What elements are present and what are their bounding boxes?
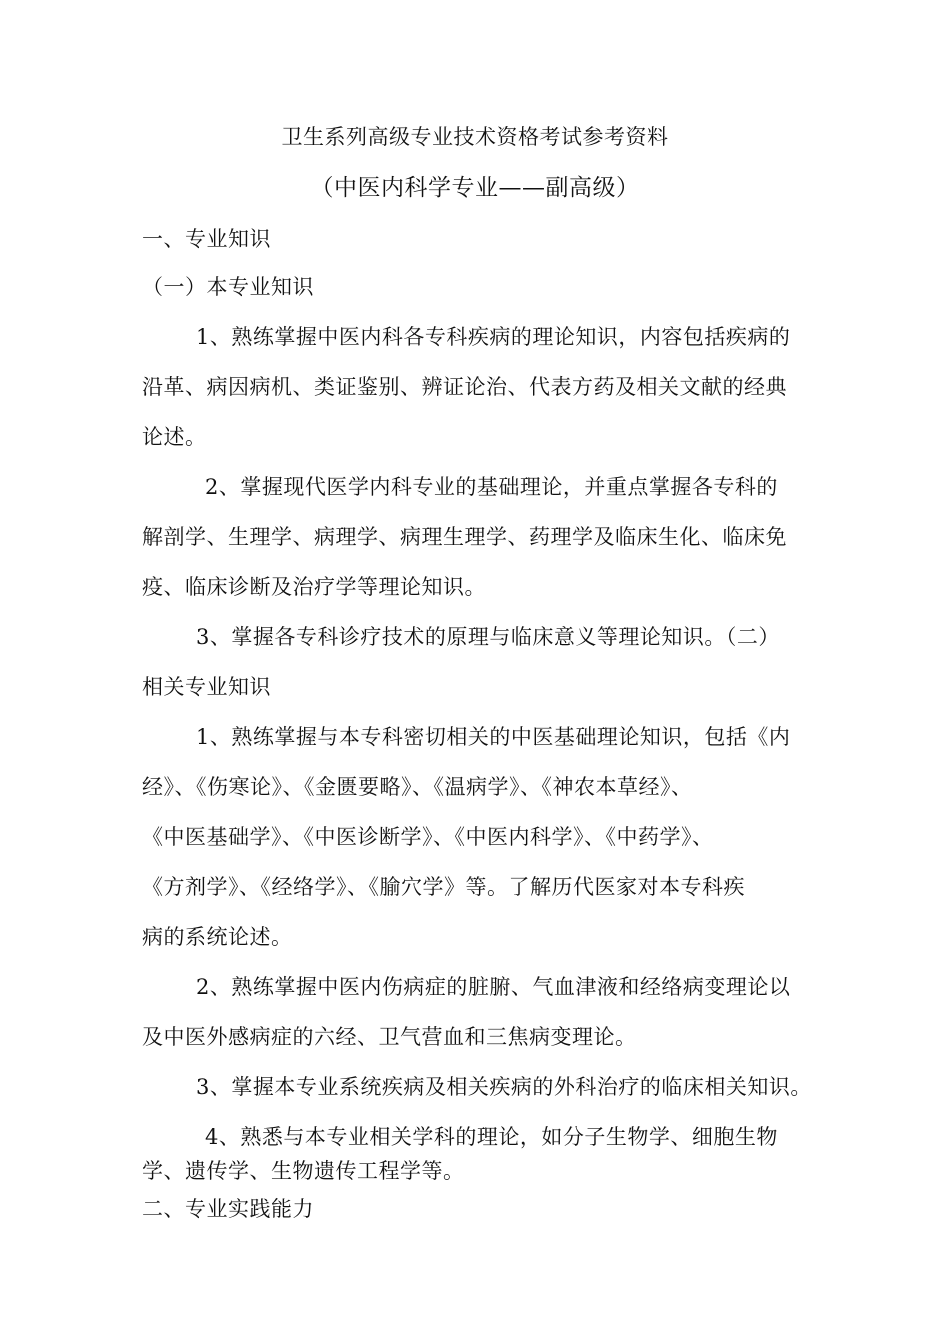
paragraph-line: 3、掌握本专业系统疾病及相关疾病的外科治疗的临床相关知识。 — [196, 1075, 812, 1099]
paragraph-line: 病的系统论述。 — [142, 925, 293, 949]
paragraph-line: 《方剂学》、《经络学》、《腧穴学》等。了解历代医家对本专科疾 — [142, 875, 745, 899]
paragraph-line: 3、掌握各专科诊疗技术的原理与临床意义等理论知识。（二） — [196, 625, 780, 649]
paragraph-line: 1、熟练掌握与本专科密切相关的中医基础理论知识，包括《内 — [196, 725, 791, 749]
section-heading: 一、专业知识 — [142, 227, 271, 251]
paragraph-line: 经》、《伤寒论》、《金匮要略》、《温病学》、《神农本草经》、 — [142, 775, 693, 799]
paragraph-line: 沿革、病因病机、类证鉴别、辨证论治、代表方药及相关文献的经典 — [142, 375, 787, 399]
page-subtitle: （中医内科学专业——副高级） — [310, 175, 640, 201]
page-title: 卫生系列高级专业技术资格考试参考资料 — [281, 125, 669, 149]
paragraph-line: 2、熟练掌握中医内伤病症的脏腑、气血津液和经络病变理论以 — [196, 975, 791, 999]
paragraph-line: 2、掌握现代医学内科专业的基础理论，并重点掌握各专科的 — [205, 475, 778, 499]
paragraph-line: 论述。 — [142, 425, 207, 449]
paragraph-line: 解剖学、生理学、病理学、病理生理学、药理学及临床生化、临床免 — [142, 525, 787, 549]
paragraph-line: 4、熟悉与本专业相关学科的理论，如分子生物学、细胞生物 — [205, 1125, 778, 1149]
paragraph-line: 疫、临床诊断及治疗学等理论知识。 — [142, 575, 486, 599]
paragraph-line: 及中医外感病症的六经、卫气营血和三焦病变理论。 — [142, 1025, 637, 1049]
subsection-heading: 相关专业知识 — [142, 675, 271, 699]
subsection-heading: （一）本专业知识 — [142, 275, 314, 299]
section-heading: 二、专业实践能力 — [142, 1197, 314, 1221]
paragraph-line: 《中医基础学》、《中医诊断学》、《中医内科学》、《中药学》、 — [142, 825, 714, 849]
paragraph-line: 1、熟练掌握中医内科各专科疾病的理论知识，内容包括疾病的 — [196, 325, 791, 349]
paragraph-line: 学、遗传学、生物遗传工程学等。 — [142, 1159, 465, 1183]
